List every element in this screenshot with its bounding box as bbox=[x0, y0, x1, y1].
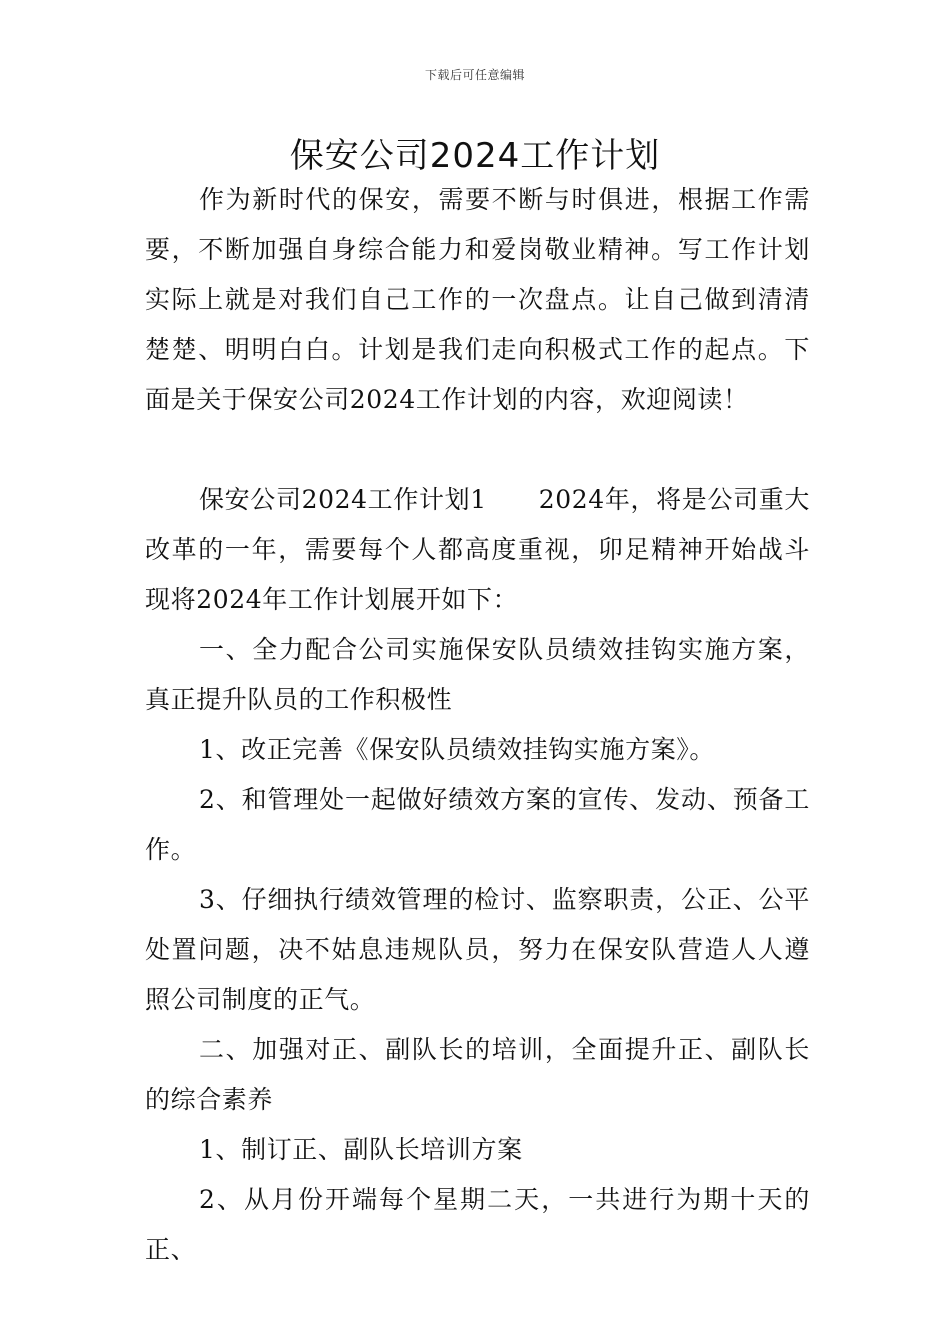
point-1-item-2: 2、和管理处一起做好绩效方案的宣传、发动、预备工作。 bbox=[145, 785, 810, 864]
point-1-heading: 一、全力配合公司实施保安队员绩效挂钩实施方案，真正提升队员的工作积极性 bbox=[145, 635, 810, 714]
point-2-heading: 二、加强对正、副队长的培训，全面提升正、副队长的综合素养 bbox=[145, 1035, 810, 1114]
point-2-item-2: 2、从月份开端每个星期二天，一共进行为期十天的正、 bbox=[145, 1185, 810, 1264]
section-lead: 2024年，将是公司重大改革的一年，需要每个人都高度重视，卯足精神开始战斗现将2024年工作计划展开如下： bbox=[145, 485, 810, 614]
header-note: 下载后可任意编辑 bbox=[424, 68, 525, 82]
section-heading: 保安公司2024工作计划1 bbox=[199, 485, 487, 514]
section-block bbox=[145, 475, 810, 1275]
point-2-item-1: 1、制订正、副队长培训方案 bbox=[199, 1135, 523, 1164]
document-title: 保安公司2024工作计划 bbox=[289, 136, 661, 176]
section-lead-paragraph bbox=[145, 475, 810, 625]
point-1-item-1: 1、改正完善《保安队员绩效挂钩实施方案》。 bbox=[199, 735, 716, 764]
intro-block bbox=[145, 175, 810, 425]
point-1-item-3: 3、仔细执行绩效管理的检讨、监察职责，公正、公平处置问题，决不姑息违规队员，努力在保安队营造人人遵照公司制度的正气。 bbox=[145, 885, 810, 1014]
intro-paragraph: 作为新时代的保安，需要不断与时俱进，根据工作需要，不断加强自身综合能力和爱岗敬业精神。写工作计划实际上就是对我们自己工作的一次盘点。让自己做到清清楚楚、明明白白。计划是我们走向积极式工作的起点。下面是关于保安公司2024工作计划的内容，欢迎阅读！ bbox=[145, 185, 810, 414]
